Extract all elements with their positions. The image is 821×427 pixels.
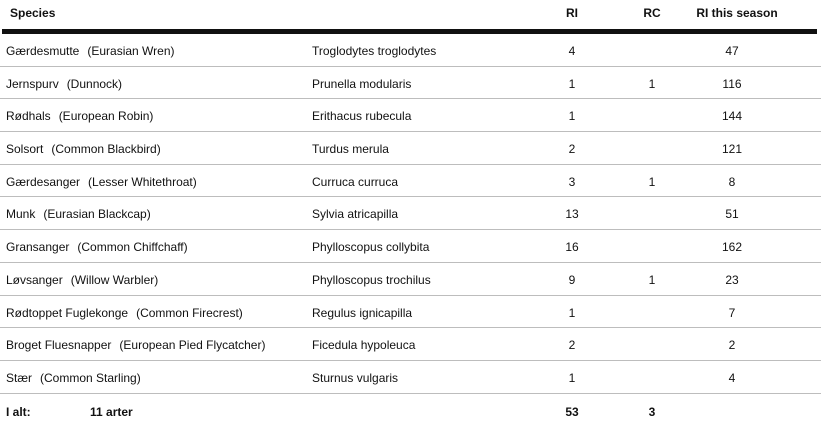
- table-row: [0, 197, 821, 230]
- latin-name: Sylvia atricapilla: [312, 207, 399, 222]
- species-name: [6, 371, 141, 385]
- danish-name: Solsort: [6, 142, 44, 157]
- latin-name: Phylloscopus trochilus: [312, 272, 431, 287]
- latin-name: Troglodytes troglodytes: [312, 44, 437, 58]
- ri-value: 16: [565, 240, 579, 255]
- season-value: 23: [725, 272, 739, 287]
- season-value: 7: [728, 305, 736, 320]
- ri-value: 9: [568, 272, 576, 287]
- season-value: 47: [725, 44, 739, 58]
- english-name: (Eurasian Blackcap): [43, 207, 151, 222]
- ri-value: 13: [565, 207, 579, 222]
- latin-name: Ficedula hypoleuca: [312, 338, 416, 353]
- footer-species-count: 11 arter: [90, 405, 133, 419]
- danish-name: Broget Fluesnapper: [6, 338, 112, 353]
- ri-value: 1: [568, 370, 576, 385]
- table-row: [0, 132, 821, 165]
- ri-value: 1: [568, 109, 576, 124]
- season-value: 51: [725, 207, 739, 222]
- english-name: (Common Chiffchaff): [77, 240, 188, 255]
- english-name: (European Pied Flycatcher): [119, 338, 266, 353]
- latin-name: Prunella modularis: [312, 76, 412, 91]
- danish-name: Løvsanger: [6, 272, 63, 287]
- table-header: [0, 0, 821, 28]
- season-value: 2: [728, 338, 736, 353]
- season-value: 144: [721, 109, 743, 124]
- footer-rc-total: 3: [648, 405, 656, 419]
- season-value: 8: [728, 174, 736, 189]
- latin-name: Phylloscopus collybita: [312, 240, 430, 255]
- ri-value: 4: [568, 44, 576, 58]
- species-name: [6, 273, 158, 287]
- season-value: 4: [728, 370, 736, 385]
- danish-name: Gærdesmutte: [6, 44, 80, 58]
- table-row: [0, 230, 821, 263]
- rc-value: 1: [648, 272, 656, 287]
- english-name: (Common Firecrest): [136, 305, 243, 320]
- english-name: (Willow Warbler): [70, 272, 159, 287]
- species-name: [6, 207, 151, 221]
- species-name: [6, 306, 243, 320]
- latin-name: Erithacus rubecula: [312, 109, 412, 124]
- species-name: [6, 77, 122, 91]
- footer-ri-total: 53: [565, 405, 579, 419]
- table-footer: [0, 397, 821, 425]
- danish-name: Gærdesanger: [6, 174, 81, 189]
- table-body: [0, 34, 821, 394]
- ri-value: 1: [568, 76, 576, 91]
- species-name: [6, 109, 153, 123]
- rc-value: 1: [648, 174, 656, 189]
- table-row: [0, 165, 821, 198]
- danish-name: Gransanger: [6, 240, 70, 255]
- danish-name: Rødhals: [6, 109, 51, 124]
- latin-name: Turdus merula: [312, 142, 389, 157]
- footer-label: I alt:: [6, 405, 31, 419]
- danish-name: Jernspurv: [6, 76, 59, 91]
- danish-name: Stær: [6, 370, 33, 385]
- table-row: [0, 67, 821, 100]
- table-row: [0, 328, 821, 361]
- latin-name: Regulus ignicapilla: [312, 305, 413, 320]
- table-row: [0, 34, 821, 67]
- header-ri: RI: [566, 6, 578, 20]
- ri-value: 3: [568, 174, 576, 189]
- header-rc: RC: [643, 6, 661, 20]
- english-name: (Common Starling): [40, 370, 141, 385]
- header-season: RI this season: [696, 6, 778, 20]
- season-value: 121: [721, 142, 743, 157]
- latin-name: Sturnus vulgaris: [312, 370, 399, 385]
- species-name: [6, 44, 175, 58]
- season-value: 116: [722, 76, 742, 91]
- english-name: (Eurasian Wren): [87, 44, 175, 58]
- rc-value: 1: [648, 76, 656, 91]
- table-row: [0, 263, 821, 296]
- ri-value: 2: [568, 338, 576, 353]
- ri-value: 1: [568, 305, 576, 320]
- season-value: 162: [721, 240, 743, 255]
- species-name: [6, 142, 161, 156]
- header-species: Species: [10, 6, 56, 20]
- english-name: (Dunnock): [66, 76, 123, 91]
- table-row: [0, 296, 821, 329]
- ri-value: 2: [568, 142, 576, 157]
- danish-name: Rødtoppet Fuglekonge: [6, 305, 129, 320]
- species-name: [6, 338, 265, 352]
- table-row: [0, 361, 821, 394]
- danish-name: Munk: [6, 207, 36, 222]
- species-name: [6, 240, 188, 254]
- english-name: (Common Blackbird): [51, 142, 161, 157]
- table-row: [0, 99, 821, 132]
- latin-name: Curruca curruca: [312, 174, 399, 189]
- english-name: (Lesser Whitethroat): [88, 174, 197, 189]
- english-name: (European Robin): [58, 109, 154, 124]
- species-name: [6, 175, 197, 189]
